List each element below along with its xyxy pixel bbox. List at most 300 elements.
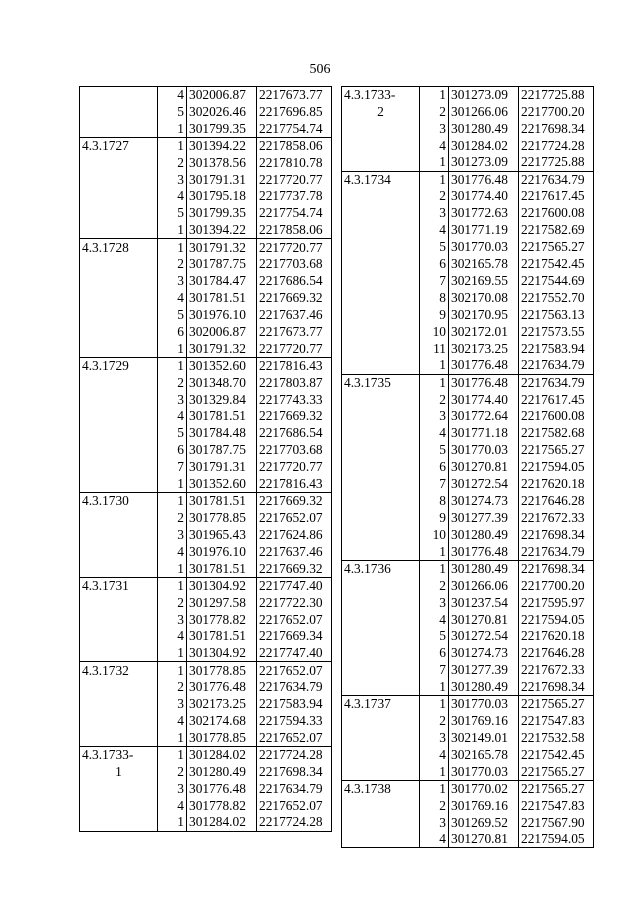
y-coordinate-cell: 2217720.77 — [257, 239, 332, 256]
table-row — [342, 526, 594, 543]
x-coordinate-cell: 301329.84 — [187, 391, 257, 408]
y-coordinate-cell: 2217747.40 — [257, 577, 332, 594]
x-coordinate-cell: 301799.35 — [187, 120, 257, 137]
point-number-cell: 5 — [439, 628, 446, 644]
y-coordinate-cell: 2217565.27 — [519, 696, 594, 713]
y-coordinate-cell: 2217646.28 — [519, 493, 594, 510]
x-coordinate-cell: 301776.48 — [449, 171, 519, 188]
x-coordinate-cell: 301781.51 — [187, 408, 257, 425]
area-id-cell — [80, 323, 158, 340]
area-id-cell — [80, 560, 158, 577]
point-number-cell: 1 — [177, 120, 184, 136]
point-number-cell: 3 — [177, 273, 184, 289]
point-number-cell: 1 — [439, 678, 446, 694]
area-id-cell — [342, 425, 420, 442]
table-row — [342, 797, 594, 814]
point-number-cell: 1 — [158, 239, 187, 256]
area-id-cell — [80, 340, 158, 357]
area-id-cell: 4.3.1734 — [342, 171, 420, 188]
area-id-cell — [342, 188, 420, 205]
point-number-cell: 1 — [177, 560, 184, 576]
point-number-cell: 4 — [177, 408, 184, 424]
table-row — [80, 628, 332, 645]
point-number-cell: 1 — [439, 154, 446, 170]
table-row — [80, 662, 332, 679]
table-row — [80, 103, 332, 120]
x-coordinate-cell: 302169.55 — [449, 273, 519, 290]
point-number-cell: 2 — [177, 679, 184, 695]
area-id-cell — [80, 374, 158, 391]
table-row — [342, 256, 594, 273]
x-coordinate-cell: 301237.54 — [449, 594, 519, 611]
table-row — [342, 171, 594, 188]
y-coordinate-cell: 2217698.34 — [519, 560, 594, 577]
point-number-cell: 1 — [158, 662, 187, 679]
area-id-cell — [80, 696, 158, 713]
table-row — [342, 120, 594, 137]
y-coordinate-cell: 2217698.34 — [257, 763, 332, 780]
x-coordinate-cell: 302006.87 — [187, 87, 257, 104]
table-row — [80, 560, 332, 577]
x-coordinate-cell: 301791.31 — [187, 171, 257, 188]
point-number-cell: 3 — [439, 814, 446, 830]
area-id-cell — [342, 797, 420, 814]
point-number-cell: 4 — [439, 746, 446, 762]
y-coordinate-cell: 2217725.88 — [519, 87, 594, 104]
table-row — [342, 510, 594, 527]
table-row — [80, 87, 332, 104]
area-id-cell — [80, 273, 158, 290]
y-coordinate-cell: 2217573.55 — [519, 323, 594, 340]
area-id-cell — [80, 628, 158, 645]
table-row — [342, 560, 594, 577]
point-number-cell: 5 — [439, 442, 446, 458]
point-number-cell: 5 — [177, 425, 184, 441]
point-number-cell: 4 — [177, 628, 184, 644]
point-number-cell: 11 — [433, 340, 446, 356]
area-id-cell — [342, 662, 420, 679]
point-number-cell: 4 — [439, 222, 446, 238]
point-number-cell: 1 — [420, 171, 449, 188]
area-id-cell — [342, 543, 420, 560]
area-id-cell — [342, 814, 420, 831]
table-row — [80, 340, 332, 357]
x-coordinate-cell: 301791.32 — [187, 239, 257, 256]
x-coordinate-cell: 301352.60 — [187, 476, 257, 493]
x-coordinate-cell: 302172.01 — [449, 323, 519, 340]
area-id-cell — [342, 239, 420, 256]
point-number-cell: 9 — [439, 306, 446, 322]
table-row — [342, 763, 594, 780]
point-number-cell: 4 — [158, 87, 187, 104]
point-number-cell: 4 — [177, 543, 184, 559]
y-coordinate-cell: 2217544.69 — [519, 273, 594, 290]
x-coordinate-cell: 301352.60 — [187, 357, 257, 374]
y-coordinate-cell: 2217700.20 — [519, 577, 594, 594]
area-id-cell — [342, 306, 420, 323]
point-number-cell: 3 — [177, 526, 184, 542]
y-coordinate-cell: 2217634.79 — [519, 171, 594, 188]
point-number-cell: 2 — [177, 594, 184, 610]
x-coordinate-cell: 301774.40 — [449, 391, 519, 408]
table-row — [342, 780, 594, 797]
table-row — [342, 730, 594, 747]
y-coordinate-cell: 2217542.45 — [519, 256, 594, 273]
point-number-cell: 1 — [420, 780, 449, 797]
table-row — [80, 171, 332, 188]
x-coordinate-cell: 301269.52 — [449, 814, 519, 831]
y-coordinate-cell: 2217724.28 — [257, 746, 332, 763]
area-id-cell — [342, 357, 420, 374]
x-coordinate-cell: 302149.01 — [449, 730, 519, 747]
area-id-cell — [80, 171, 158, 188]
table-row — [80, 679, 332, 696]
table-row — [80, 696, 332, 713]
y-coordinate-cell: 2217552.70 — [519, 290, 594, 307]
y-coordinate-cell: 2217547.83 — [519, 797, 594, 814]
y-coordinate-cell: 2217583.94 — [257, 696, 332, 713]
area-id-cell — [342, 510, 420, 527]
x-coordinate-cell: 301280.49 — [187, 763, 257, 780]
area-id-cell: 4.3.1732 — [80, 662, 158, 679]
x-coordinate-cell: 301280.49 — [449, 120, 519, 137]
point-number-cell: 2 — [439, 391, 446, 407]
point-number-cell: 4 — [177, 188, 184, 204]
point-number-cell: 2 — [439, 797, 446, 813]
table-row — [342, 713, 594, 730]
table-row — [342, 137, 594, 154]
x-coordinate-cell: 301774.40 — [449, 188, 519, 205]
area-id-cell — [80, 713, 158, 730]
y-coordinate-cell: 2217594.33 — [257, 713, 332, 730]
y-coordinate-cell: 2217703.68 — [257, 256, 332, 273]
x-coordinate-cell: 301770.02 — [449, 780, 519, 797]
x-coordinate-cell: 301976.10 — [187, 306, 257, 323]
table-row — [342, 577, 594, 594]
y-coordinate-cell: 2217532.58 — [519, 730, 594, 747]
point-number-cell: 1 — [439, 357, 446, 373]
y-coordinate-cell: 2217582.68 — [519, 425, 594, 442]
area-id-cell: 4.3.1735 — [342, 374, 420, 391]
x-coordinate-cell: 301273.09 — [449, 154, 519, 171]
x-coordinate-cell: 301776.48 — [187, 679, 257, 696]
area-id-cell: 2 — [342, 103, 420, 120]
area-id-cell — [80, 797, 158, 814]
y-coordinate-cell: 2217594.05 — [519, 459, 594, 476]
point-number-cell: 1 — [177, 645, 184, 661]
x-coordinate-cell: 302170.95 — [449, 306, 519, 323]
point-number-cell: 1 — [158, 493, 187, 510]
area-id-cell — [80, 103, 158, 120]
area-id-cell — [80, 476, 158, 493]
point-number-cell: 2 — [177, 763, 184, 779]
y-coordinate-cell: 2217673.77 — [257, 323, 332, 340]
table-row — [342, 239, 594, 256]
x-coordinate-cell: 301771.18 — [449, 425, 519, 442]
table-row — [80, 442, 332, 459]
y-coordinate-cell: 2217652.07 — [257, 611, 332, 628]
x-coordinate-cell: 302165.78 — [449, 256, 519, 273]
x-coordinate-cell: 302006.87 — [187, 323, 257, 340]
y-coordinate-cell: 2217542.45 — [519, 746, 594, 763]
x-coordinate-cell: 301778.82 — [187, 611, 257, 628]
point-number-cell: 4 — [420, 831, 449, 848]
table-row — [80, 510, 332, 527]
y-coordinate-cell: 2217547.83 — [519, 713, 594, 730]
x-coordinate-cell: 301273.09 — [449, 87, 519, 104]
x-coordinate-cell: 301277.39 — [449, 662, 519, 679]
point-number-cell: 6 — [439, 459, 446, 475]
point-number-cell: 1 — [177, 222, 184, 238]
table-row — [80, 645, 332, 662]
table-row — [80, 611, 332, 628]
point-number-cell: 1 — [439, 763, 446, 779]
y-coordinate-cell: 2217634.79 — [519, 357, 594, 374]
y-coordinate-cell: 2217600.08 — [519, 205, 594, 222]
area-id-cell — [80, 256, 158, 273]
area-id-cell — [80, 645, 158, 662]
x-coordinate-cell: 301274.73 — [449, 645, 519, 662]
x-coordinate-cell: 301776.48 — [449, 357, 519, 374]
x-coordinate-cell: 301348.70 — [187, 374, 257, 391]
table-row — [342, 459, 594, 476]
x-coordinate-cell: 301776.48 — [449, 374, 519, 391]
y-coordinate-cell: 2217672.33 — [519, 510, 594, 527]
y-coordinate-cell: 2217669.32 — [257, 493, 332, 510]
x-coordinate-cell: 301770.03 — [449, 239, 519, 256]
area-id-cell — [342, 290, 420, 307]
area-id-cell — [342, 763, 420, 780]
x-coordinate-cell: 301274.73 — [449, 493, 519, 510]
area-id-cell — [342, 577, 420, 594]
x-coordinate-cell: 301778.82 — [187, 797, 257, 814]
point-number-cell: 1 — [158, 746, 187, 763]
y-coordinate-cell: 2217816.43 — [257, 476, 332, 493]
x-coordinate-cell: 301270.81 — [449, 459, 519, 476]
y-coordinate-cell: 2217637.46 — [257, 306, 332, 323]
point-number-cell: 6 — [177, 442, 184, 458]
y-coordinate-cell: 2217698.34 — [519, 526, 594, 543]
area-id-cell — [80, 594, 158, 611]
area-id-cell — [80, 510, 158, 527]
x-coordinate-cell: 301791.31 — [187, 459, 257, 476]
area-id-cell — [342, 256, 420, 273]
area-id-cell — [80, 814, 158, 831]
y-coordinate-cell: 2217754.74 — [257, 205, 332, 222]
point-number-cell: 6 — [177, 323, 184, 339]
y-coordinate-cell: 2217669.32 — [257, 560, 332, 577]
x-coordinate-cell: 301772.63 — [449, 205, 519, 222]
area-id-cell — [80, 425, 158, 442]
area-id-cell: 4.3.1733- — [342, 87, 420, 104]
table-row — [80, 713, 332, 730]
area-id-cell — [80, 526, 158, 543]
point-number-cell: 3 — [177, 780, 184, 796]
x-coordinate-cell: 302026.46 — [187, 103, 257, 120]
y-coordinate-cell: 2217634.79 — [519, 543, 594, 560]
point-number-cell: 1 — [420, 696, 449, 713]
area-id-cell — [80, 442, 158, 459]
point-number-cell: 2 — [439, 713, 446, 729]
x-coordinate-cell: 301378.56 — [187, 154, 257, 171]
area-id-cell — [342, 137, 420, 154]
x-coordinate-cell: 301266.06 — [449, 103, 519, 120]
x-coordinate-cell: 301770.03 — [449, 442, 519, 459]
coordinate-table-left — [79, 86, 332, 832]
y-coordinate-cell: 2217810.78 — [257, 154, 332, 171]
area-id-cell — [342, 476, 420, 493]
area-id-cell — [342, 340, 420, 357]
point-number-cell: 9 — [439, 510, 446, 525]
table-row — [80, 476, 332, 493]
point-number-cell: 1 — [158, 137, 187, 154]
y-coordinate-cell: 2217624.86 — [257, 526, 332, 543]
y-coordinate-cell: 2217634.79 — [519, 374, 594, 391]
table-row — [80, 239, 332, 256]
area-id-cell — [342, 442, 420, 459]
area-id-cell: 4.3.1727 — [80, 137, 158, 154]
x-coordinate-cell: 301769.16 — [449, 797, 519, 814]
table-row — [80, 290, 332, 307]
y-coordinate-cell: 2217722.30 — [257, 594, 332, 611]
area-id-cell — [80, 730, 158, 747]
area-id-cell — [342, 713, 420, 730]
table-row — [80, 154, 332, 171]
area-id-cell — [342, 408, 420, 425]
x-coordinate-cell: 301791.32 — [187, 340, 257, 357]
area-id-cell — [342, 273, 420, 290]
table-row — [80, 374, 332, 391]
point-number-cell: 5 — [439, 239, 446, 255]
y-coordinate-cell: 2217620.18 — [519, 476, 594, 493]
y-coordinate-cell: 2217669.32 — [257, 290, 332, 307]
x-coordinate-cell: 301776.48 — [449, 543, 519, 560]
x-coordinate-cell: 301270.81 — [449, 611, 519, 628]
point-number-cell: 5 — [177, 306, 184, 322]
table-row — [80, 814, 332, 831]
area-id-cell — [342, 611, 420, 628]
x-coordinate-cell: 301784.48 — [187, 425, 257, 442]
table-row — [342, 662, 594, 679]
area-id-cell: 4.3.1729 — [80, 357, 158, 374]
x-coordinate-cell: 302170.08 — [449, 290, 519, 307]
area-id-cell — [342, 391, 420, 408]
x-coordinate-cell: 301965.43 — [187, 526, 257, 543]
point-number-cell: 1 — [420, 560, 449, 577]
y-coordinate-cell: 2217617.45 — [519, 188, 594, 205]
table-row — [342, 679, 594, 696]
table-row — [342, 340, 594, 357]
point-number-cell: 1 — [158, 577, 187, 594]
table-row — [80, 306, 332, 323]
area-id-cell — [80, 780, 158, 797]
point-number-cell: 8 — [439, 493, 446, 509]
table-row — [342, 442, 594, 459]
area-id-cell — [342, 679, 420, 696]
table-row — [342, 222, 594, 239]
area-id-cell — [342, 323, 420, 340]
y-coordinate-cell: 2217698.34 — [519, 679, 594, 696]
table-row — [342, 374, 594, 391]
y-coordinate-cell: 2217669.32 — [257, 408, 332, 425]
x-coordinate-cell: 301284.02 — [187, 746, 257, 763]
point-number-cell: 3 — [177, 171, 184, 187]
table-row — [80, 120, 332, 137]
y-coordinate-cell: 2217565.27 — [519, 763, 594, 780]
point-number-cell: 3 — [439, 594, 446, 610]
y-coordinate-cell: 2217594.05 — [519, 611, 594, 628]
table-row — [80, 137, 332, 154]
table-row — [342, 103, 594, 120]
x-coordinate-cell: 301394.22 — [187, 137, 257, 154]
point-number-cell: 8 — [439, 290, 446, 306]
table-row — [342, 306, 594, 323]
point-number-cell: 10 — [432, 323, 446, 339]
area-id-cell — [342, 730, 420, 747]
table-row — [80, 459, 332, 476]
area-id-cell — [80, 290, 158, 307]
point-number-cell: 7 — [177, 459, 184, 475]
table-row — [342, 645, 594, 662]
x-coordinate-cell: 301284.02 — [449, 137, 519, 154]
y-coordinate-cell: 2217724.28 — [257, 814, 332, 831]
x-coordinate-cell: 301280.49 — [449, 679, 519, 696]
table-row — [342, 188, 594, 205]
area-id-cell — [80, 87, 158, 104]
area-id-cell — [342, 493, 420, 510]
point-number-cell: 4 — [439, 611, 446, 627]
page-number: 506 — [309, 62, 331, 77]
y-coordinate-cell: 2217672.33 — [519, 662, 594, 679]
point-number-cell: 1 — [420, 374, 449, 391]
point-number-cell: 6 — [439, 645, 446, 661]
x-coordinate-cell: 301778.85 — [187, 510, 257, 527]
point-number-cell: 4 — [177, 290, 184, 306]
point-number-cell: 7 — [439, 476, 446, 492]
x-coordinate-cell: 302173.25 — [187, 696, 257, 713]
point-number-cell: 1 — [177, 340, 184, 356]
table-row — [80, 425, 332, 442]
area-id-cell: 1 — [80, 763, 158, 780]
area-id-cell — [342, 120, 420, 137]
table-row — [80, 256, 332, 273]
x-coordinate-cell: 301769.16 — [449, 713, 519, 730]
area-id-cell — [80, 188, 158, 205]
table-row — [80, 188, 332, 205]
area-id-cell: 4.3.1731 — [80, 577, 158, 594]
x-coordinate-cell: 301781.51 — [187, 628, 257, 645]
coordinate-table-right — [341, 86, 594, 848]
y-coordinate-cell: 2217673.77 — [257, 87, 332, 104]
y-coordinate-cell: 2217803.87 — [257, 374, 332, 391]
y-coordinate-cell: 2217720.77 — [257, 459, 332, 476]
table-row — [342, 408, 594, 425]
table-row — [80, 222, 332, 239]
y-coordinate-cell: 2217582.69 — [519, 222, 594, 239]
area-id-cell — [80, 459, 158, 476]
y-coordinate-cell: 2217686.54 — [257, 425, 332, 442]
point-number-cell: 1 — [420, 87, 449, 104]
table-row — [342, 543, 594, 560]
x-coordinate-cell: 301297.58 — [187, 594, 257, 611]
y-coordinate-cell: 2217686.54 — [257, 273, 332, 290]
table-row — [80, 391, 332, 408]
area-id-cell — [80, 222, 158, 239]
y-coordinate-cell: 2217747.40 — [257, 645, 332, 662]
y-coordinate-cell: 2217565.27 — [519, 442, 594, 459]
table-row — [342, 611, 594, 628]
table-row — [342, 746, 594, 763]
